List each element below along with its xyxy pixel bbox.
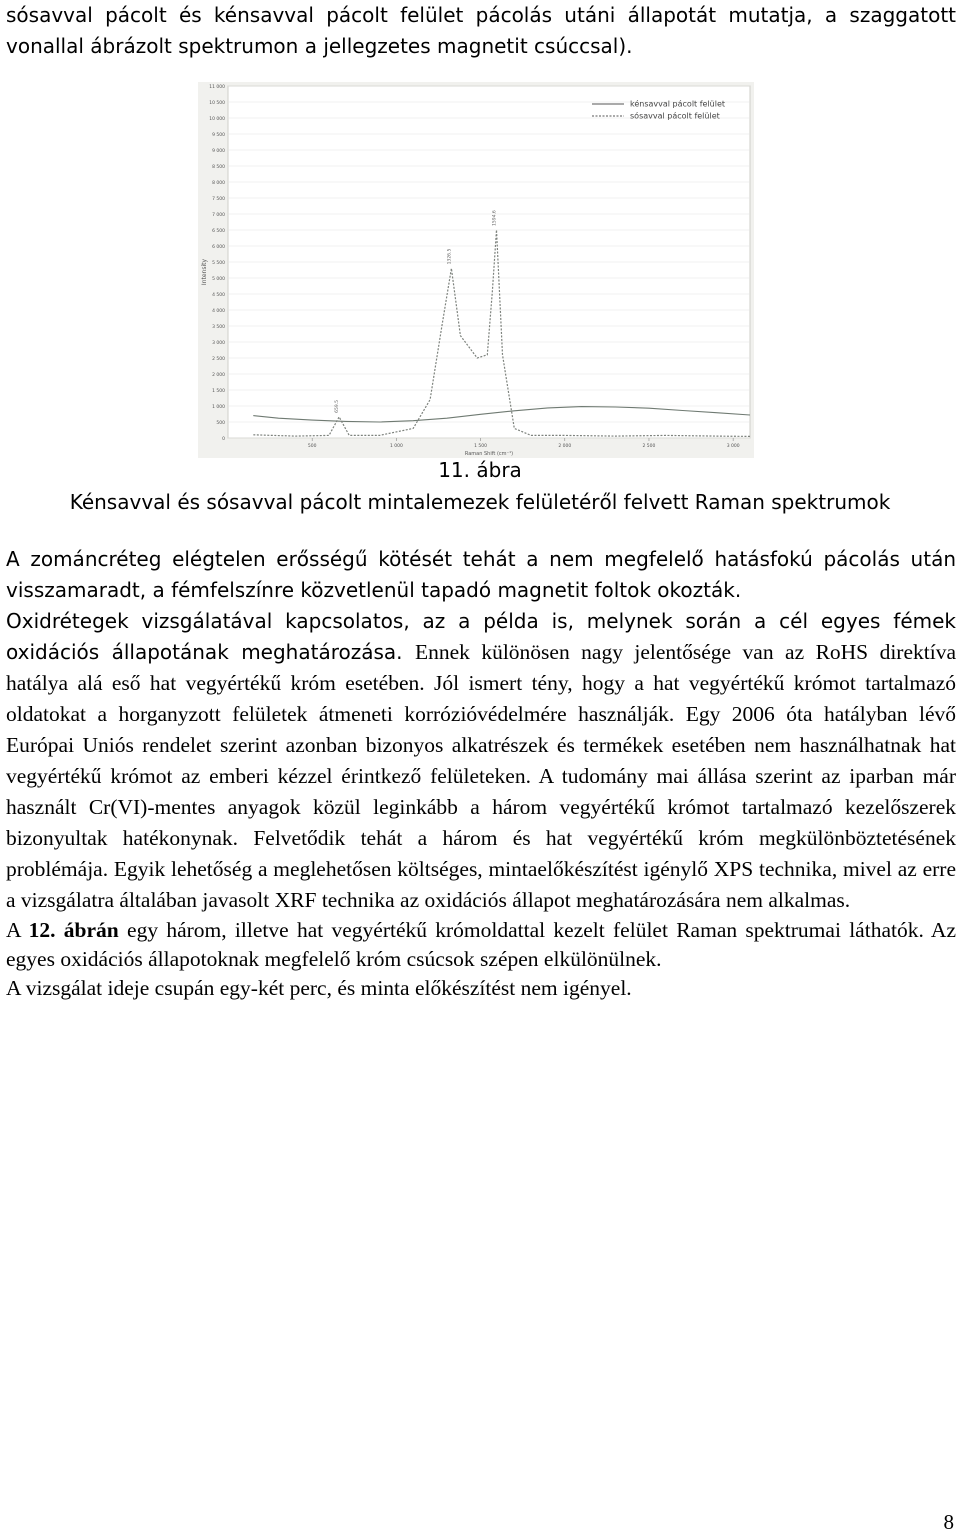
raman-spectrum-figure [198,82,754,458]
x-tick-label: 1 000 [389,444,403,449]
y-tick-label: 9 500 [212,133,225,138]
y-tick-label: 5 500 [212,261,225,266]
paragraph-time: A vizsgálat ideje csupán egy-két perc, és minta előkészítést nem igényel. [6,976,632,1000]
y-axis-ticks [209,84,225,442]
paragraph-figure-12 [6,916,956,974]
body-text [6,544,956,1003]
figure-12-reference: 12. ábrán [28,918,119,942]
y-tick-label: 2 000 [212,373,225,378]
y-tick-label: 6 000 [212,245,225,250]
y-tick-label: 3 000 [212,341,225,346]
y-tick-label: 10 500 [209,101,225,106]
peak-label: 1326.5 [447,248,453,265]
x-axis-label: Raman Shift (cm⁻¹) [464,451,514,457]
y-tick-label: 4 000 [212,309,225,314]
x-tick-label: 500 [307,444,317,449]
y-tick-label: 3 500 [212,325,225,330]
paragraph-magnetit: A zománcréteg elégtelen erősségű kötését tehát a nem megfelelő hatásfokú pácolás után visszamaradt, a fémfelszínre közvetlenül tapadó magnetit foltok okozták. [6,547,956,602]
raman-spectrum-chart [198,82,754,458]
y-tick-label: 4 500 [212,293,225,298]
y-tick-label: 2 500 [212,357,225,362]
paragraph-figure-12-rest: egy három, illetve hat vegyértékű krómoldattal kezelt felület Raman spektrumai láthatók. Az egyes oxidációs állapotoknak megfelelő króm csúcsok szépen elkülönülnek. [6,918,956,971]
figure-number: 11. ábra [438,458,522,482]
y-axis-label: Intensity [201,258,208,286]
y-tick-label: 0 [222,437,225,442]
x-tick-label: 2 000 [558,444,572,449]
x-tick-label: 3 000 [726,444,740,449]
paragraph-oxidretegek-sans: Oxidrétegek vizsgálatával kapcsolatos, az a példa is, melynek során a cél egyes fémek oxidációs állapotának meghatározása. [6,609,956,664]
y-tick-label: 8 500 [212,165,225,170]
y-tick-label: 11 000 [209,85,225,90]
y-tick-label: 1 000 [212,405,225,410]
page-number: 8 [943,1510,954,1534]
y-tick-label: 9 000 [212,149,225,154]
paragraph-figure-12-prefix: A [6,918,29,942]
intro-paragraph: sósavval pácolt és kénsavval pácolt felület pácolás utáni állapotát mutatja, a szaggatott vonallal ábrázolt spektrumon a jellegzetes magnetit csúccsal). [6,3,956,58]
peak-label: 659.5 [335,400,341,413]
y-tick-label: 1 500 [212,389,225,394]
y-tick-label: 6 500 [212,229,225,234]
y-tick-label: 5 000 [212,277,225,282]
peak-label: 1594.6 [492,210,498,226]
y-tick-label: 8 000 [212,181,225,186]
x-tick-label: 1 500 [474,444,488,449]
figure-caption: Kénsavval és sósavval pácolt mintalemezek felületéről felvett Raman spektrumok [69,490,891,514]
paragraph-oxidretegek-serif: Ennek különösen nagy jelentősége van az RoHS direktíva hatálya alá eső hat vegyértékű króm esetében. Jól ismert tény, hogy a hat vegyértékű krómot tartalmazó oldatokat a horganyzott felületek átmeneti korrózióvédelmére használják. Egy 2006 óta hatályban lévő Európai Uniós rendelet szerint azonban bizonyos alkatrészek és termékek esetében nem használhatnak hat vegyértékű krómot az emberi kézzel érintkező felületeken. A tudomány mai állása szerint az iparban már használt Cr(VI)-mentes anyagok közül leginkább a három vegyértékű krómot tartalmazó kezelőszerek bizonyultak hatékonynak. Felvetődik tehát a három és hat vegyértékű króm megkülönböztetésének problémája. Egyik lehetőség a meglehetősen költséges, mintaelőkészítést igénylő XPS technika, mivel az erre a vizsgálatra általában javasolt XRF technika az oxidációs állapot meghatározására nem alkalmas. [6,640,956,912]
y-tick-label: 500 [216,421,225,426]
legend-entry: sósavval pácolt felület [630,111,720,121]
legend-entry: kénsavval pácolt felület [630,99,726,109]
y-tick-label: 7 500 [212,197,225,202]
y-tick-label: 7 000 [212,213,225,218]
paragraph-oxidretegek [6,606,956,916]
y-tick-label: 10 000 [209,117,225,122]
x-tick-label: 2 500 [642,444,656,449]
